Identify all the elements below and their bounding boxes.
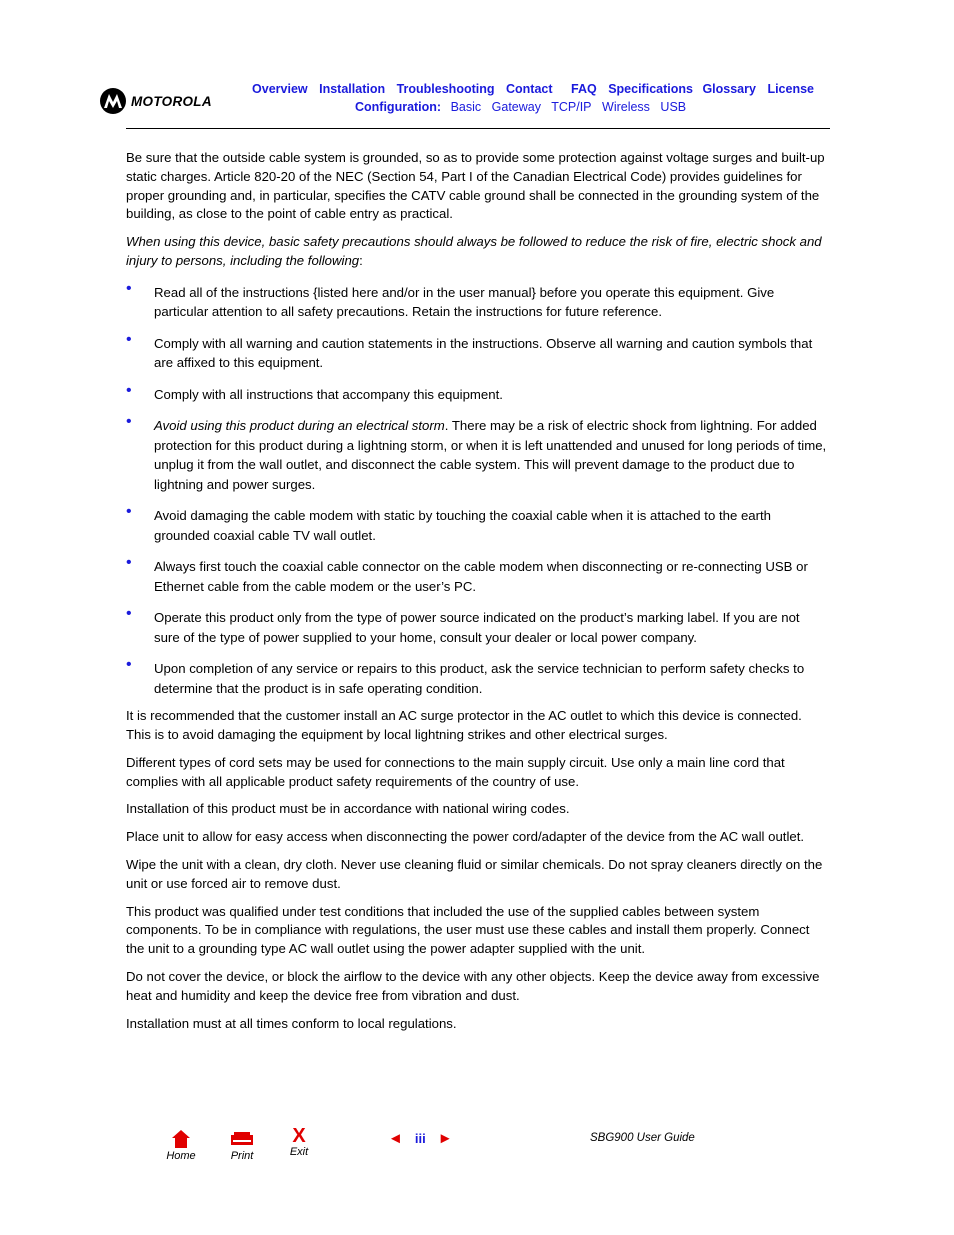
safety-intro [126, 233, 828, 271]
list-item: • Upon completion of any service or repairs to this product, ask the service technician to perform safety checks to determine that the product is in safe operating condition. [126, 656, 805, 696]
safety-intro-italic: When using this device, basic safety precautions should always be followed to reduce the risk of fire, electric shock and injury to persons, including the following [126, 234, 822, 268]
wiring-codes-paragraph: Installation of this product must be in accordance with national wiring codes. [126, 801, 570, 817]
bullet-icon: • [126, 503, 132, 521]
nav-faq[interactable]: FAQ [571, 82, 597, 96]
nav-overview[interactable]: Overview [252, 82, 308, 96]
exit-button[interactable] [284, 1124, 314, 1158]
cord-sets-paragraph: Different types of cord sets may be used for connections to the main supply circuit. Use only a main line cord that complies with all applicable product safety requirements of the country of use. [126, 754, 785, 789]
brand-name: MOTOROLA [131, 93, 212, 109]
nav-usb[interactable]: USB [660, 100, 687, 114]
nav-tcpip[interactable]: TCP/IP [551, 100, 592, 114]
cables-paragraph: This product was qualified under test conditions that included the use of the supplied cables between system components. To be in compliance with regulations, the user must use these cables and install them properly. Connect the unit to a grounding type AC wall outlet using the power adapter supplied with the unit. [126, 903, 810, 957]
nav-wireless[interactable]: Wireless [602, 100, 650, 114]
bullet-icon: • [126, 605, 132, 623]
list-item: • Operate this product only from the type of power source indicated on the product’s marking label. If you are not sure of the type of power supplied to your home, consult your dealer or local power company. [126, 605, 800, 645]
nav-basic[interactable]: Basic [450, 100, 482, 114]
regulations-paragraph: Installation must at all times conform to local regulations. [126, 1015, 457, 1031]
bullet-icon: • [126, 381, 132, 399]
bullet-icon: • [126, 656, 132, 674]
nav-gateway[interactable]: Gateway [491, 100, 541, 114]
safety-intro-colon: : [359, 252, 363, 268]
header-divider [126, 128, 830, 129]
bullet-icon: • [126, 413, 132, 431]
nav-specifications[interactable]: Specifications [608, 82, 693, 96]
nav-license[interactable]: License [767, 82, 814, 96]
grounding-paragraph: Be sure that the outside cable system is grounded, so as to provide some protection against voltage surges and built-up static charges. Article 820-20 of the NEC (Section 54, Part I of the Canadian Electrical Code) provides guidelines for proper grounding and, in particular, specifies the CATV cable ground shall be connected in the grounding system of the building, as close to the point of cable entry as practical. [126, 150, 825, 222]
motorola-batwing-icon [100, 88, 126, 114]
bullet-icon: • [126, 554, 132, 572]
nav-troubleshooting[interactable]: Troubleshooting [396, 82, 495, 96]
exit-x-icon: X [292, 1125, 306, 1147]
airflow-paragraph: Do not cover the device, or block the airflow to the device with any other objects. Keep the device away from excessive heat and humidity and keep the device free from vibration and dust. [126, 969, 820, 1003]
nav-contact[interactable]: Contact [506, 82, 553, 96]
list-item: • Comply with all warning and caution statements in the instructions. Observe all warning and caution symbols that are affixed to this equipment. [126, 330, 813, 371]
print-button[interactable] [224, 1128, 260, 1162]
printer-icon [228, 1128, 256, 1150]
list-item: • Always first touch the coaxial cable connector on the cable modem when disconnecting or re-connecting USB or Ethernet cable from the cable modem or the user’s PC. [126, 554, 808, 594]
home-icon [171, 1128, 191, 1150]
home-button[interactable] [164, 1128, 198, 1162]
cleaning-paragraph: Wipe the unit with a clean, dry cloth. Never use cleaning fluid or similar chemicals. Do not spray cleaners directly on the unit or use forced air to remove dust. [126, 857, 823, 891]
nav-glossary[interactable]: Glossary [702, 82, 756, 96]
list-item: • Avoid damaging the cable modem with static by touching the coaxial cable when it is attached to the earth grounded coaxial cable TV wall outlet. [126, 503, 772, 543]
pager [388, 1130, 453, 1147]
list-item: • Avoid using this product during an electrical storm. There may be a risk of electric shock from lightning. For added protection for this product during a lightning storm, or when it is left unattended and unused for long periods of time, unplug it from the wall outlet, and disconnect the cable system. This will prevent damage to the product due to lightning and power surges. [126, 413, 827, 492]
motorola-logo [100, 88, 212, 114]
next-page-icon[interactable]: ► [437, 1130, 453, 1147]
bullet-icon: • [126, 330, 132, 348]
prev-page-icon[interactable]: ◄ [388, 1130, 403, 1147]
nav-installation[interactable]: Installation [319, 82, 386, 96]
page-number: iii [414, 1131, 426, 1146]
config-label: Configuration: [355, 100, 442, 114]
placement-paragraph: Place unit to allow for easy access when disconnecting the power cord/adapter of the device from the AC wall outlet. [126, 829, 805, 845]
print-label: Print [230, 1150, 254, 1162]
main-nav [244, 82, 814, 96]
home-label: Home [166, 1150, 196, 1162]
exit-label: Exit [289, 1146, 309, 1158]
config-nav [355, 100, 693, 114]
list-item: • Read all of the instructions {listed here and/or in the user manual} before you operate this equipment. Give particular attention to all safety precautions. Retain the instructions for future reference. [126, 279, 775, 320]
safety-list [126, 279, 828, 699]
guide-title: SBG900 User Guide [590, 1132, 695, 1144]
page-header [0, 0, 954, 140]
document-body [126, 149, 828, 1042]
surge-protector-paragraph: It is recommended that the customer install an AC surge protector in the AC outlet to which this device is connected. This is to avoid damaging the equipment by local lightning strikes and other electrical surges. [126, 708, 802, 743]
list-item: • Comply with all instructions that accompany this equipment. [126, 381, 503, 402]
bullet-icon: • [126, 279, 132, 297]
